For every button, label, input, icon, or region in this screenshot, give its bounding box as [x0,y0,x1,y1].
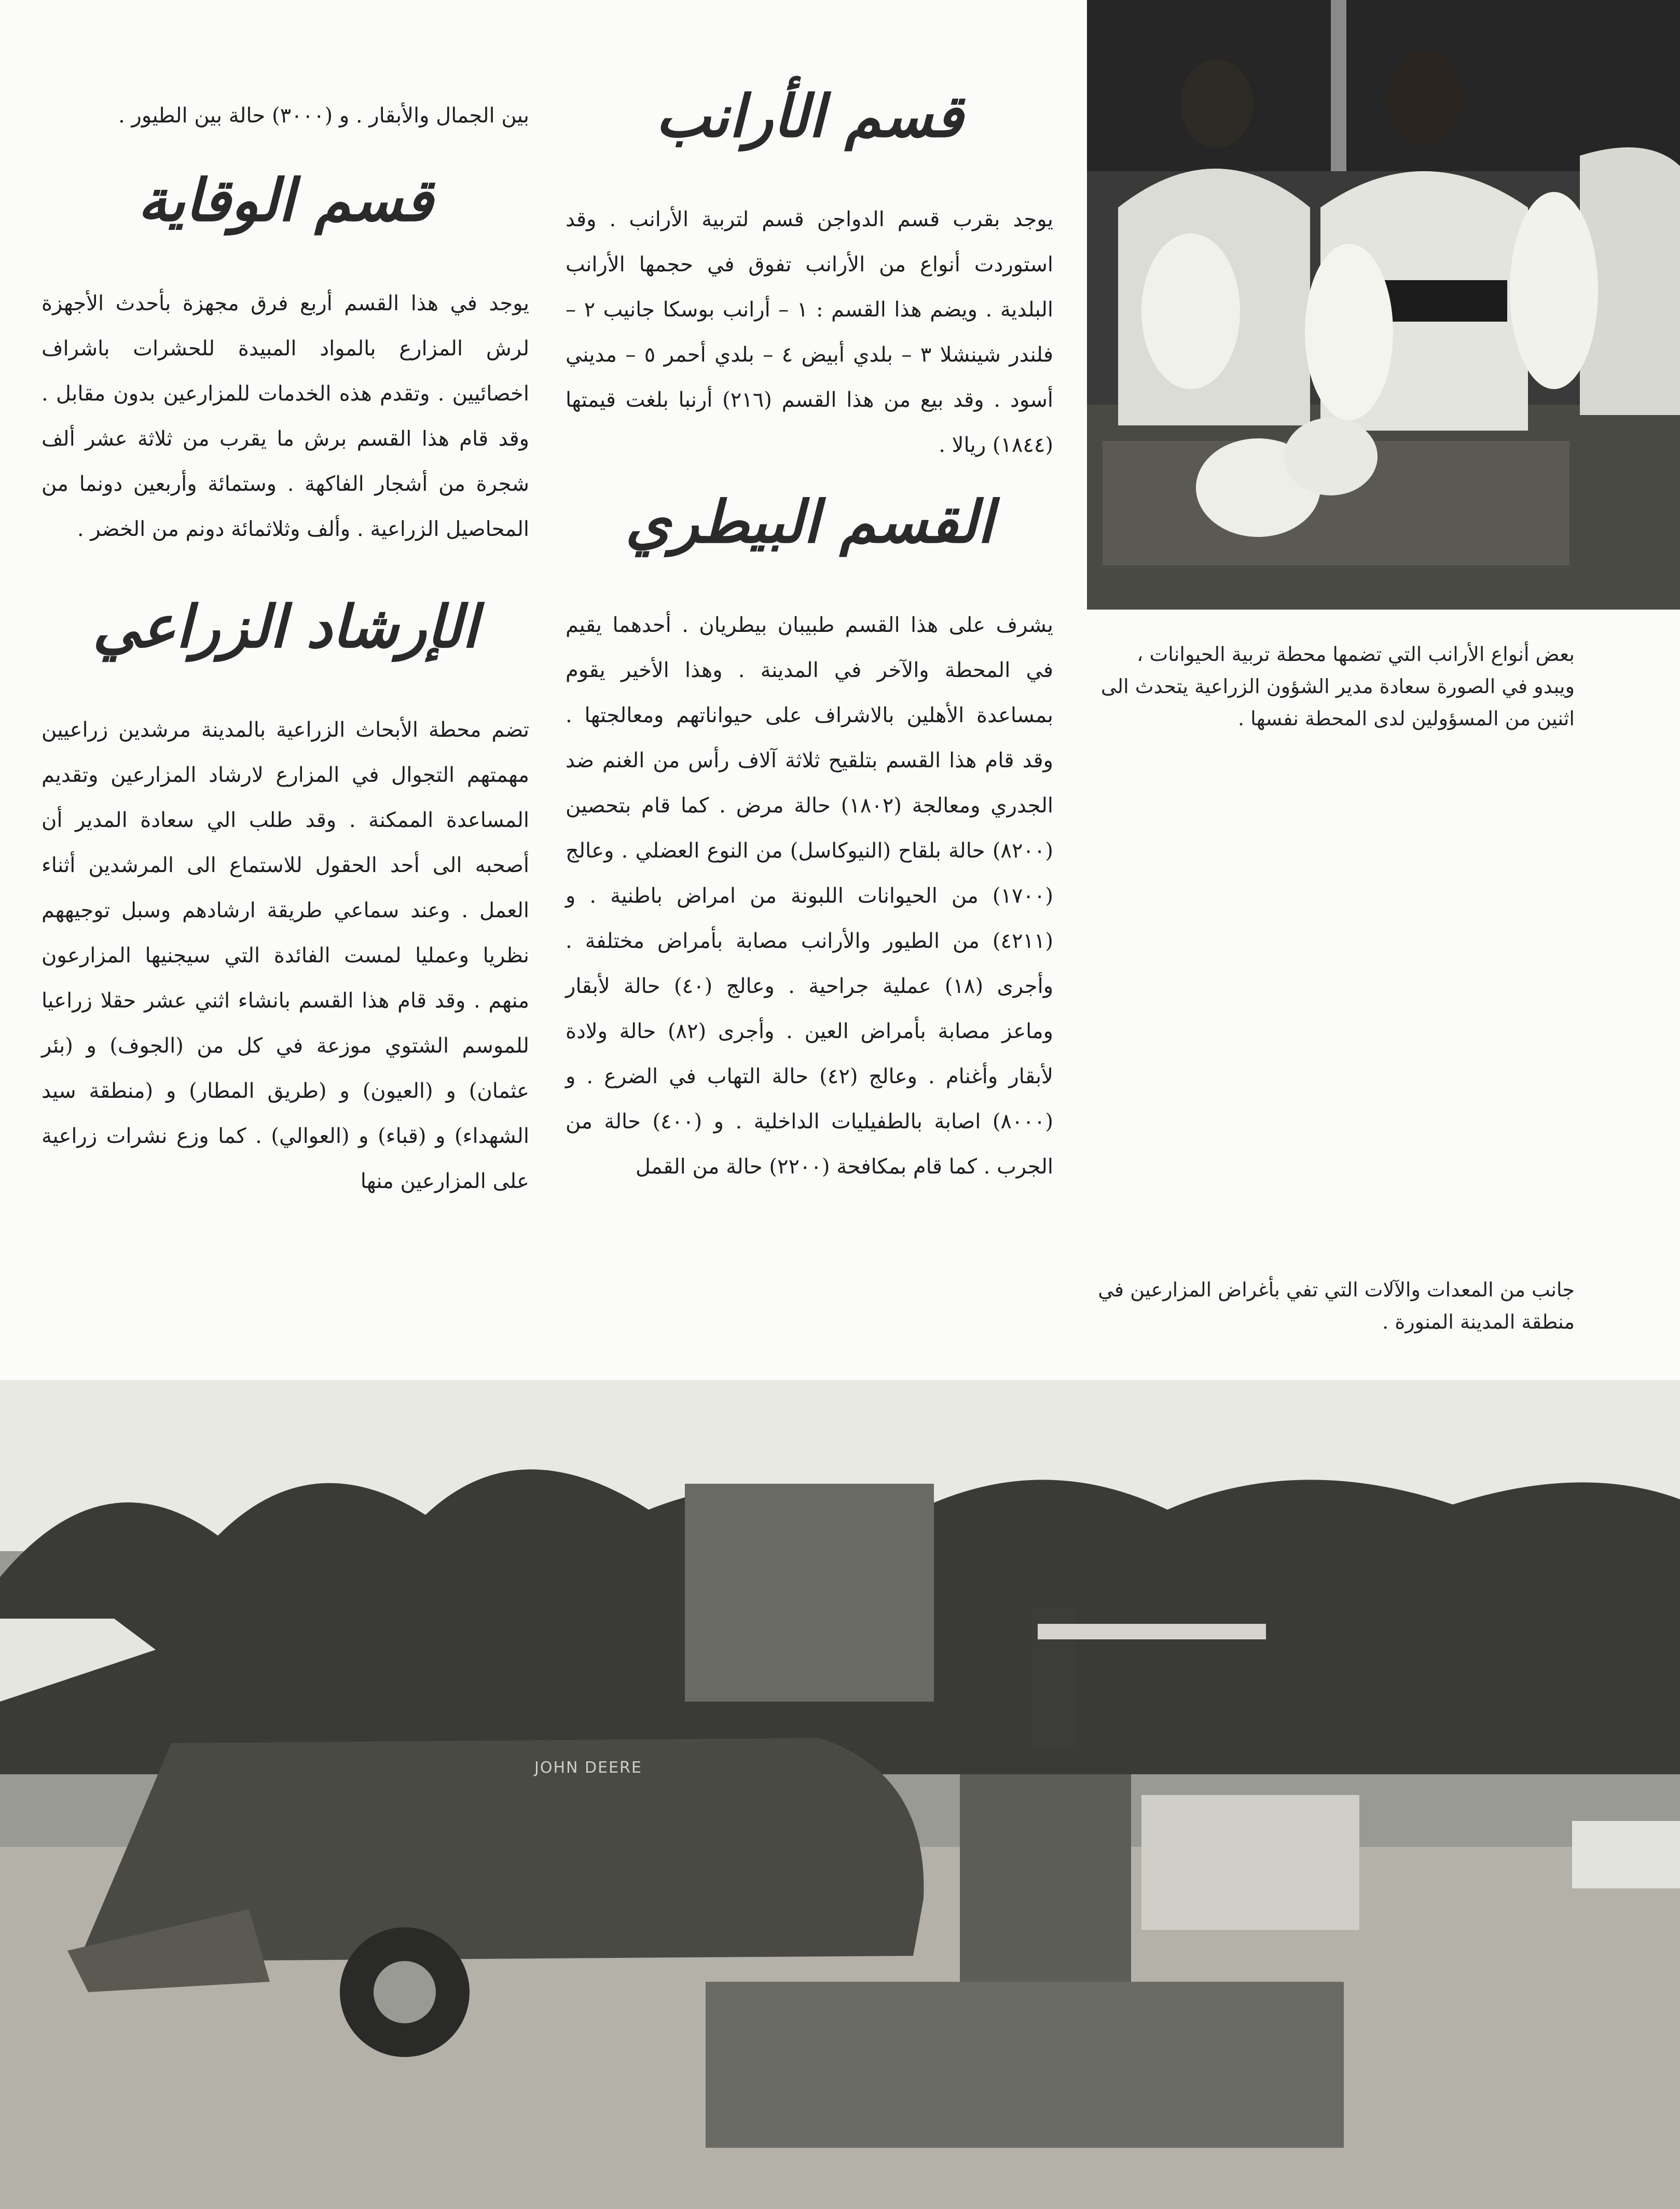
paragraph-veterinary: يشرف على هذا القسم طبيبان بيطريان . أحدهما يقيم في المحطة والآخر في المدينة . وهذا الأخير يقوم بمساعدة الأهلين بالاشراف على حيواناتهم ومعالجتها . وقد قام هذا القسم بتلقيح ثلاثة آلاف رأس من الغنم ضد الجدري ومعالجة (١٨٠٢) حالة مرض . كما قام بتحصين (٨٢٠٠) حالة بلقاح (النيوكاسل) من النوع العضلي . وعالج (١٧٠٠) من الحيوانات اللبونة من امراض باطنية . و (٤٢١١) من الطيور والأرانب مصابة بأمراض مختلفة . وأجرى (١٨) عملية جراحية . وعالج (٤٠) حالة لأبقار وماعز مصابة بأمراض العين . وأجرى (٨٢) حالة ولادة لأبقار وأغنام . وعالج (٤٢) حالة التهاب في الضرع . و (٨٠٠٠) اصابة بالطفيليات الداخلية . و (٤٠٠) حالة من الجرب . كما قام بمكافحة (٢٢٠٠) حالة من القمل [566,613,1054,1179]
paragraph-rabbits: يوجد بقرب قسم الدواجن قسم لتربية الأرانب . وقد استوردت أنواع من الأرانب تفوق في حجمها الأرانب البلدية . ويضم هذا القسم : ١ – أرانب بوسكا جانيب ٢ – فلندر شينشلا ٣ – بلدي أبيض ٤ – بلدي أحمر ٥ – مديني أسود . وقد بيع من هذا القسم (٢١٦) أرنبا بلغت قيمتها (١٨٤٤) ريالا . [566,208,1054,457]
heading-veterinary: القسم البيطري [625,488,994,556]
paragraph-prevention: يوجد في هذا القسم أربع فرق مجهزة بأحدث الأجهزة لرش المزارع بالمواد المبيدة للحشرات باشراف اخصائيين . وتقدم هذه الخدمات للمزارعين بدون مقابل . وقد قام هذا القسم برش ما يقرب من ثلاثة عشر ألف شجرة من أشجار الفاكهة . وستمائة وأربعين دونما من المحاصيل الزراعية . وألف وثلاثمائة دونم من الخضر . [42,292,529,541]
column-left-intro: بين الجمال والأبقار . و (٣٠٠٠) حالة بين الطيور . [118,104,529,128]
equipment-photo [0,1380,1680,2209]
column-middle [566,78,1053,1380]
heading-prevention: قسم الوقاية [137,167,433,234]
heading-agricultural-guidance: الإرشاد الزراعي [92,593,478,661]
paragraph-agricultural-guidance: تضم محطة الأبحاث الزراعية بالمدينة مرشدين زراعيين مهمتهم التجوال في المزارع لارشاد المزارعين وتقديم المساعدة الممكنة . وقد طلب الي سعادة المدير أن أصحبه الى أحد الحقول للاستماع الى المرشدين أثناء العمل . وعند سماعي طريقة ارشادهم وسبل توجيههم نظريا وعمليا لمست الفائدة التي سيجنيها المزارعون منهم . وقد قام هذا القسم بانشاء اثني عشر حقلا زراعيا للموسم الشتوي موزعة في كل من (الجوف) و (بئر عثمان) و (العيون) و (طريق المطار) و (منطقة سيد الشهداء) و (قباء) و (العوالي) . كما وزع نشرات زراعية على المزارعين منها [42,718,529,1193]
harvester-brand-label: JOHN DEERE [534,1759,642,1777]
caption-rabbits-photo: بعض أنواع الأرانب التي تضمها محطة تربية الحيوانات ، ويبدو في الصورة سعادة مدير الشؤون الزراعية يتحدث الى اثنين من المسؤولين لدى المحطة نفسها . [1100,643,1575,730]
column-left [42,93,529,1375]
rabbits-photo [1087,0,1680,610]
caption-equipment-photo: جانب من المعدات والآلات التي تفي بأغراض المزارعين في منطقة المدينة المنورة . [1098,1278,1575,1333]
heading-rabbits: قسم الأرانب [655,82,963,150]
